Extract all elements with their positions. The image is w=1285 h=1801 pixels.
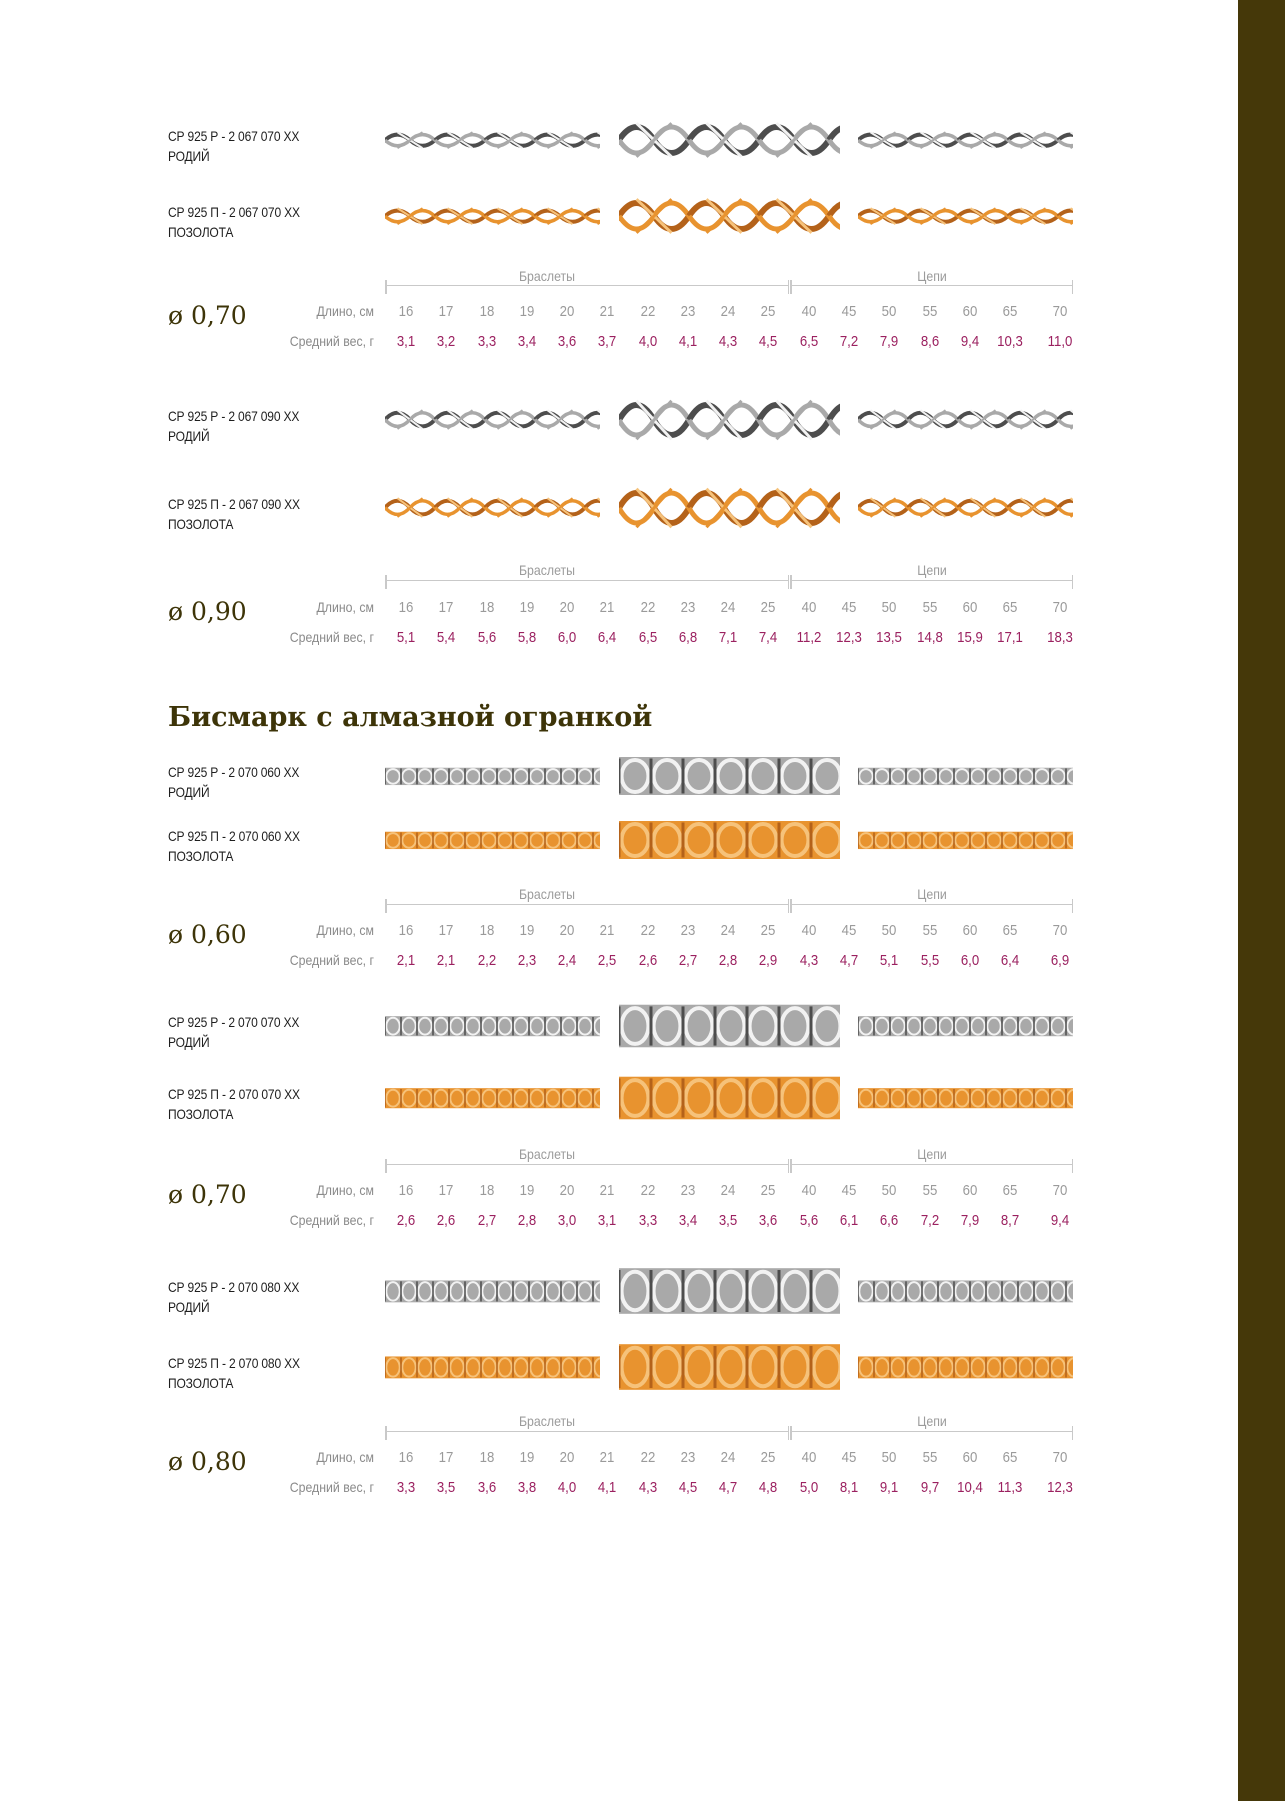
weight-cell: 4,7 [718, 1479, 738, 1496]
weight-cell: 7,2 [920, 1212, 940, 1229]
sku-code: СР 925 Р - 2 067 070 ХХ [168, 128, 300, 144]
weight-cell: 6,0 [960, 952, 980, 969]
silver-sku [168, 1277, 299, 1317]
weight-cell: 6,1 [839, 1212, 859, 1229]
weight-cell: 3,2 [436, 333, 456, 350]
length-row-label: Длино, см [316, 599, 374, 615]
weight-cell: 11,2 [796, 629, 822, 646]
bracelets-bracket [385, 904, 789, 915]
silver-chain-small-left [385, 1013, 600, 1039]
length-cell: 17 [438, 599, 454, 616]
sku-finish: РОДИЙ [168, 148, 210, 164]
length-cell: 50 [881, 1182, 897, 1199]
gold-chain-large [619, 815, 840, 865]
weight-cell: 9,4 [960, 333, 980, 350]
gold-chain-small-left [385, 1085, 600, 1111]
silver-sku [168, 762, 299, 802]
weight-cell: 15,9 [957, 629, 983, 646]
chains-bracket [790, 1431, 1073, 1442]
weight-cell: 7,4 [758, 629, 778, 646]
chains-bracket [790, 1164, 1073, 1175]
group-label-bracelets: Браслеты [518, 1413, 576, 1429]
weight-cell: 6,0 [557, 629, 577, 646]
silver-chain-small-right [858, 127, 1073, 153]
diameter-label: ø 0,80 [168, 1447, 247, 1476]
length-cell: 55 [922, 1182, 938, 1199]
weight-cell: 3,5 [436, 1479, 456, 1496]
weight-cell: 4,5 [678, 1479, 698, 1496]
weight-cell: 3,1 [396, 333, 416, 350]
length-cell: 16 [398, 1449, 414, 1466]
gold-chain-large [619, 1070, 840, 1126]
diameter-label: ø 0,70 [168, 1180, 247, 1209]
length-cell: 55 [922, 303, 938, 320]
weight-cell: 12,3 [836, 629, 862, 646]
length-cell: 40 [801, 1449, 817, 1466]
group-label-chains: Цепи [917, 268, 947, 284]
weight-cell: 4,1 [597, 1479, 617, 1496]
section-title: Бисмарк с алмазной огранкой [168, 702, 653, 733]
sku-code: СР 925 Р - 2 067 090 ХХ [168, 408, 300, 424]
sku-code: СР 925 Р - 2 070 080 ХХ [168, 1279, 300, 1295]
length-cell: 50 [881, 599, 897, 616]
sku-code: СР 925 П - 2 070 060 ХХ [168, 828, 300, 844]
silver-chain-small-right [858, 765, 1073, 788]
length-cell: 40 [801, 1182, 817, 1199]
length-cell: 20 [559, 599, 575, 616]
length-cell: 17 [438, 303, 454, 320]
length-cell: 25 [760, 922, 776, 939]
weight-cell: 8,1 [839, 1479, 859, 1496]
gold-sku [168, 826, 300, 866]
weight-cell: 5,5 [920, 952, 940, 969]
length-cell: 21 [599, 922, 615, 939]
silver-chain-small-left [385, 404, 600, 435]
weight-cell: 3,6 [758, 1212, 778, 1229]
sku-finish: РОДИЙ [168, 428, 210, 444]
length-cell: 45 [841, 599, 857, 616]
length-cell: 45 [841, 303, 857, 320]
length-cell: 21 [599, 303, 615, 320]
weight-cell: 2,4 [557, 952, 577, 969]
length-cell: 24 [720, 1182, 736, 1199]
weight-cell: 2,8 [718, 952, 738, 969]
length-cell: 18 [479, 922, 495, 939]
group-label-bracelets: Браслеты [518, 1146, 576, 1162]
weight-cell: 5,8 [517, 629, 537, 646]
length-cell: 55 [922, 922, 938, 939]
length-cell: 22 [640, 599, 656, 616]
weight-cell: 2,7 [678, 952, 698, 969]
gold-chain-small-right [858, 1085, 1073, 1111]
group-label-bracelets: Браслеты [518, 562, 576, 578]
weight-cell: 10,4 [957, 1479, 983, 1496]
weight-cell: 3,3 [638, 1212, 658, 1229]
length-cell: 21 [599, 599, 615, 616]
sku-code: СР 925 П - 2 067 070 ХХ [168, 204, 300, 220]
sku-finish: ПОЗОЛОТА [168, 848, 234, 864]
sku-code: СР 925 П - 2 067 090 ХХ [168, 496, 300, 512]
weight-cell: 2,9 [758, 952, 778, 969]
silver-chain-small-right [858, 404, 1073, 435]
weight-cell: 11,3 [997, 1479, 1023, 1496]
weight-cell: 2,3 [517, 952, 537, 969]
length-cell: 19 [519, 1182, 535, 1199]
length-cell: 24 [720, 1449, 736, 1466]
weight-cell: 4,7 [839, 952, 859, 969]
weight-cell: 14,8 [917, 629, 943, 646]
chains-bracket [790, 285, 1073, 296]
length-cell: 18 [479, 599, 495, 616]
group-label-chains: Цепи [917, 562, 947, 578]
silver-sku [168, 406, 299, 446]
gold-chain-small-right [858, 1353, 1073, 1382]
length-cell: 25 [760, 303, 776, 320]
length-cell: 23 [680, 303, 696, 320]
weight-cell: 2,1 [396, 952, 416, 969]
weight-cell: 5,1 [879, 952, 899, 969]
length-cell: 23 [680, 922, 696, 939]
length-cell: 45 [841, 1449, 857, 1466]
weight-row-label: Средний вес, г [289, 1212, 374, 1228]
weight-cell: 10,3 [997, 333, 1023, 350]
weight-cell: 2,6 [436, 1212, 456, 1229]
length-cell: 45 [841, 1182, 857, 1199]
weight-cell: 9,1 [879, 1479, 899, 1496]
length-cell: 18 [479, 1182, 495, 1199]
gold-chain-small-left [385, 203, 600, 229]
weight-cell: 2,1 [436, 952, 456, 969]
sku-finish: ПОЗОЛОТА [168, 1375, 234, 1391]
weight-cell: 2,6 [396, 1212, 416, 1229]
length-cell: 40 [801, 303, 817, 320]
weight-cell: 3,7 [597, 333, 617, 350]
gold-chain-small-left [385, 492, 600, 523]
length-cell: 22 [640, 303, 656, 320]
weight-row-label: Средний вес, г [289, 952, 374, 968]
gold-sku [168, 1084, 300, 1124]
sku-code: СР 925 П - 2 070 080 ХХ [168, 1355, 300, 1371]
length-cell: 17 [438, 1449, 454, 1466]
group-label-chains: Цепи [917, 1413, 947, 1429]
length-cell: 22 [640, 1182, 656, 1199]
weight-cell: 6,6 [879, 1212, 899, 1229]
diameter-label: ø 0,60 [168, 920, 247, 949]
weight-cell: 6,9 [1050, 952, 1070, 969]
weight-cell: 3,6 [557, 333, 577, 350]
weight-cell: 7,9 [960, 1212, 980, 1229]
length-cell: 55 [922, 599, 938, 616]
length-cell: 70 [1052, 1182, 1068, 1199]
weight-cell: 2,5 [597, 952, 617, 969]
weight-cell: 7,9 [879, 333, 899, 350]
weight-cell: 6,5 [638, 629, 658, 646]
sidebar-stripe [1238, 0, 1285, 1801]
weight-cell: 4,0 [557, 1479, 577, 1496]
weight-row-label: Средний вес, г [289, 629, 374, 645]
sku-code: СР 925 Р - 2 070 060 ХХ [168, 764, 300, 780]
length-cell: 17 [438, 922, 454, 939]
bracelets-bracket [385, 580, 789, 591]
weight-cell: 6,4 [597, 629, 617, 646]
length-cell: 40 [801, 922, 817, 939]
length-cell: 70 [1052, 1449, 1068, 1466]
length-cell: 65 [1002, 599, 1018, 616]
length-cell: 16 [398, 303, 414, 320]
weight-cell: 6,5 [799, 333, 819, 350]
length-cell: 18 [479, 1449, 495, 1466]
sku-code: СР 925 П - 2 070 070 ХХ [168, 1086, 300, 1102]
length-cell: 25 [760, 1182, 776, 1199]
length-cell: 50 [881, 922, 897, 939]
length-cell: 23 [680, 1182, 696, 1199]
weight-cell: 5,6 [799, 1212, 819, 1229]
weight-cell: 3,4 [517, 333, 537, 350]
group-label-chains: Цепи [917, 886, 947, 902]
length-row-label: Длино, см [316, 922, 374, 938]
weight-cell: 4,1 [678, 333, 698, 350]
gold-sku [168, 202, 300, 242]
length-cell: 21 [599, 1449, 615, 1466]
weight-cell: 4,5 [758, 333, 778, 350]
length-cell: 17 [438, 1182, 454, 1199]
gold-chain-small-right [858, 492, 1073, 523]
length-cell: 45 [841, 922, 857, 939]
length-cell: 25 [760, 1449, 776, 1466]
silver-sku [168, 126, 299, 166]
weight-cell: 4,3 [799, 952, 819, 969]
weight-cell: 3,3 [396, 1479, 416, 1496]
weight-cell: 17,1 [997, 629, 1023, 646]
weight-cell: 3,1 [597, 1212, 617, 1229]
sku-finish: ПОЗОЛОТА [168, 1106, 234, 1122]
length-cell: 22 [640, 1449, 656, 1466]
length-cell: 19 [519, 303, 535, 320]
weight-cell: 9,7 [920, 1479, 940, 1496]
silver-chain-large [619, 998, 840, 1054]
weight-cell: 3,0 [557, 1212, 577, 1229]
silver-chain-small-left [385, 765, 600, 788]
gold-chain-large [619, 476, 840, 540]
weight-cell: 6,8 [678, 629, 698, 646]
length-cell: 40 [801, 599, 817, 616]
sku-finish: РОДИЙ [168, 1299, 210, 1315]
weight-cell: 3,3 [477, 333, 497, 350]
weight-cell: 7,1 [718, 629, 738, 646]
weight-cell: 4,3 [638, 1479, 658, 1496]
gold-sku [168, 494, 300, 534]
length-cell: 19 [519, 1449, 535, 1466]
weight-cell: 12,3 [1047, 1479, 1073, 1496]
gold-chain-large [619, 188, 840, 244]
weight-cell: 2,2 [477, 952, 497, 969]
length-cell: 70 [1052, 599, 1068, 616]
length-cell: 50 [881, 1449, 897, 1466]
weight-row-label: Средний вес, г [289, 333, 374, 349]
weight-cell: 4,3 [718, 333, 738, 350]
silver-chain-large [619, 751, 840, 801]
silver-chain-large [619, 112, 840, 168]
weight-cell: 9,4 [1050, 1212, 1070, 1229]
weight-cell: 8,7 [1000, 1212, 1020, 1229]
weight-cell: 5,6 [477, 629, 497, 646]
gold-chain-small-right [858, 203, 1073, 229]
length-cell: 65 [1002, 1449, 1018, 1466]
length-cell: 65 [1002, 922, 1018, 939]
silver-chain-small-right [858, 1013, 1073, 1039]
weight-cell: 7,2 [839, 333, 859, 350]
length-cell: 60 [962, 303, 978, 320]
diameter-label: ø 0,70 [168, 301, 247, 330]
gold-chain-small-left [385, 829, 600, 852]
weight-cell: 3,6 [477, 1479, 497, 1496]
length-cell: 50 [881, 303, 897, 320]
length-cell: 20 [559, 303, 575, 320]
length-cell: 16 [398, 1182, 414, 1199]
group-label-chains: Цепи [917, 1146, 947, 1162]
weight-cell: 3,8 [517, 1479, 537, 1496]
length-cell: 16 [398, 922, 414, 939]
silver-chain-large [619, 1261, 840, 1321]
weight-row-label: Средний вес, г [289, 1479, 374, 1495]
length-cell: 60 [962, 1449, 978, 1466]
weight-cell: 4,8 [758, 1479, 778, 1496]
gold-chain-small-right [858, 829, 1073, 852]
silver-chain-small-right [858, 1277, 1073, 1306]
weight-cell: 5,4 [436, 629, 456, 646]
weight-cell: 4,0 [638, 333, 658, 350]
silver-chain-small-left [385, 1277, 600, 1306]
length-cell: 19 [519, 922, 535, 939]
gold-chain-large [619, 1337, 840, 1397]
length-cell: 60 [962, 922, 978, 939]
bracelets-bracket [385, 1431, 789, 1442]
sku-finish: ПОЗОЛОТА [168, 224, 234, 240]
gold-chain-small-left [385, 1353, 600, 1382]
weight-cell: 3,5 [718, 1212, 738, 1229]
sku-finish: РОДИЙ [168, 1034, 210, 1050]
gold-sku [168, 1353, 300, 1393]
chains-bracket [790, 580, 1073, 591]
weight-cell: 8,6 [920, 333, 940, 350]
group-label-bracelets: Браслеты [518, 886, 576, 902]
length-row-label: Длино, см [316, 1182, 374, 1198]
weight-cell: 2,8 [517, 1212, 537, 1229]
diameter-label: ø 0,90 [168, 597, 247, 626]
weight-cell: 5,1 [396, 629, 416, 646]
weight-cell: 2,6 [638, 952, 658, 969]
length-cell: 23 [680, 599, 696, 616]
length-row-label: Длино, см [316, 303, 374, 319]
length-cell: 70 [1052, 303, 1068, 320]
silver-chain-large [619, 388, 840, 452]
length-cell: 65 [1002, 303, 1018, 320]
chains-bracket [790, 904, 1073, 915]
length-cell: 18 [479, 303, 495, 320]
bracelets-bracket [385, 1164, 789, 1175]
weight-cell: 18,3 [1047, 629, 1073, 646]
group-label-bracelets: Браслеты [518, 268, 576, 284]
length-cell: 21 [599, 1182, 615, 1199]
length-cell: 20 [559, 1449, 575, 1466]
weight-cell: 6,4 [1000, 952, 1020, 969]
length-cell: 19 [519, 599, 535, 616]
length-cell: 24 [720, 922, 736, 939]
sku-code: СР 925 Р - 2 070 070 ХХ [168, 1014, 300, 1030]
weight-cell: 5,0 [799, 1479, 819, 1496]
length-cell: 65 [1002, 1182, 1018, 1199]
length-cell: 25 [760, 599, 776, 616]
bracelets-bracket [385, 285, 789, 296]
silver-sku [168, 1012, 299, 1052]
length-cell: 60 [962, 599, 978, 616]
silver-chain-small-left [385, 127, 600, 153]
length-cell: 22 [640, 922, 656, 939]
length-cell: 20 [559, 1182, 575, 1199]
length-row-label: Длино, см [316, 1449, 374, 1465]
length-cell: 60 [962, 1182, 978, 1199]
weight-cell: 2,7 [477, 1212, 497, 1229]
length-cell: 20 [559, 922, 575, 939]
sku-finish: РОДИЙ [168, 784, 210, 800]
weight-cell: 13,5 [876, 629, 902, 646]
length-cell: 70 [1052, 922, 1068, 939]
length-cell: 23 [680, 1449, 696, 1466]
length-cell: 16 [398, 599, 414, 616]
length-cell: 24 [720, 599, 736, 616]
weight-cell: 3,4 [678, 1212, 698, 1229]
length-cell: 55 [922, 1449, 938, 1466]
weight-cell: 11,0 [1047, 333, 1073, 350]
sku-finish: ПОЗОЛОТА [168, 516, 234, 532]
length-cell: 24 [720, 303, 736, 320]
